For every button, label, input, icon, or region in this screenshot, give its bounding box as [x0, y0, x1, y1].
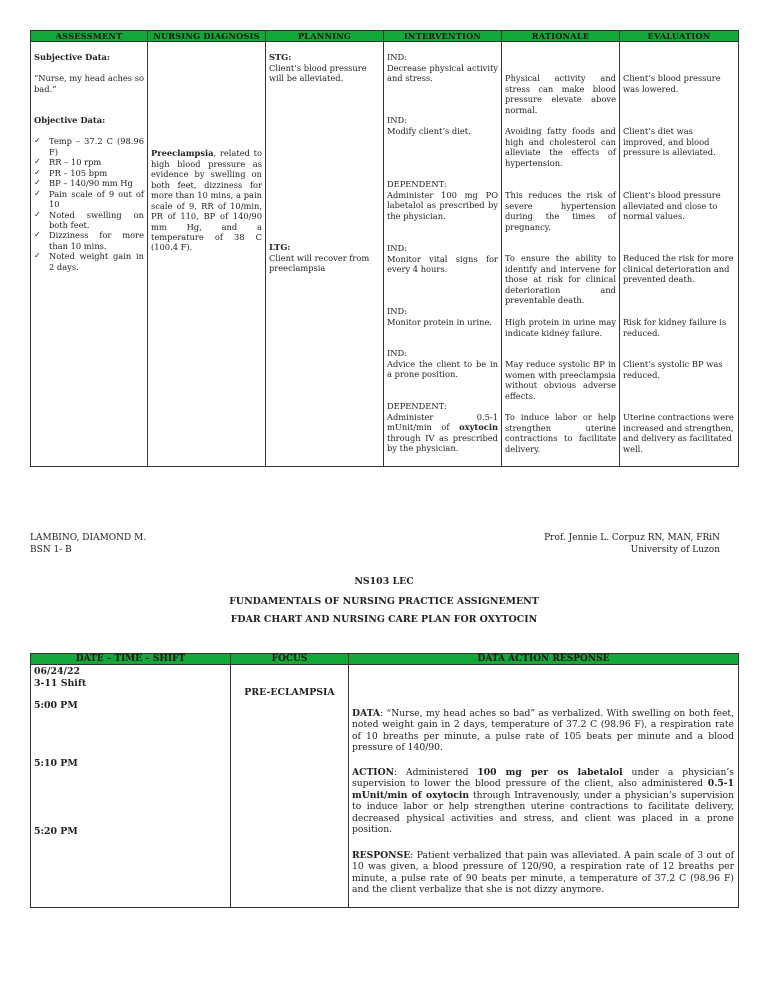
- entry-date: 06/24/22: [34, 666, 80, 677]
- header-data-action-response: DATA ACTION RESPONSE: [349, 654, 739, 665]
- objective-item: ✓ Dizziness for more than 10 mins.: [34, 230, 144, 251]
- care-plan-header-row: [31, 31, 739, 42]
- ltg-label: LTG:: [269, 242, 291, 253]
- header-date-time-shift: DATE – TIME – SHIFT: [31, 654, 231, 665]
- care-plan-row: [31, 42, 739, 467]
- instructor-name: Prof. Jennie L. Corpuz RN, MAN, FRiN: [544, 533, 720, 543]
- header-evaluation: EVALUATION: [620, 31, 739, 42]
- objective-item: ✓ Temp – 37.2 C (98.96 F): [34, 136, 144, 157]
- evaluation-item: Uterine contractions were increased and strengthen, and delivery as facilitated well.: [623, 412, 734, 454]
- evaluation-item: Client’s systolic BP was reduced.: [623, 359, 723, 380]
- response-entry: [352, 850, 734, 896]
- intervention-item: IND: Advice the client to be in a prone position.: [387, 348, 498, 380]
- header-nursing-diagnosis: NURSING DIAGNOSIS: [148, 31, 266, 42]
- response-text: : Patient verbalized that pain was alleviated. A pain scale of 3 out of 10 was given, a blood pressure of 120/90, a respiration rate of 12 breaths per minute, a pulse rate of 90 beats per minute, a temperature of 37.2 C (98.96 F) and the client verbalize that she is not dizzy anymore.: [352, 850, 734, 896]
- intervention-cell: [384, 42, 502, 467]
- chart-subject-title: FDAR CHART AND NURSING CARE PLAN FOR OXYTOCIN: [230, 614, 538, 625]
- rationale-item: May reduce systolic BP in women with preeclampsia without obvious adverse effects.: [505, 359, 616, 401]
- response-label: RESPONSE: [352, 850, 411, 861]
- ltg-text: Client will recover from preeclampsia: [269, 252, 370, 274]
- date-time-cell: [31, 665, 231, 908]
- evaluation-cell: [620, 42, 739, 467]
- header-assessment: ASSESSMENT: [31, 31, 148, 42]
- stg-goal: [269, 52, 380, 83]
- course-title: NS103 LEC: [354, 576, 414, 587]
- objective-item: ✓ RR – 10 rpm: [34, 157, 144, 167]
- assignment-title: FUNDAMENTALS OF NURSING PRACTICE ASSIGNEMENT: [229, 596, 539, 607]
- data-entry: [352, 708, 734, 754]
- focus-cell: [231, 665, 349, 908]
- rationale-item: Physical activity and stress can make blood pressure elevate above normal.: [505, 73, 616, 115]
- intervention-item: IND: Monitor vital signs for every 4 hours.: [387, 243, 498, 275]
- objective-item: ✓ PR – 105 bpm: [34, 168, 144, 178]
- focus-text: PRE-ECLAMPSIA: [244, 687, 335, 698]
- objective-item: ✓ Noted swelling on both feet.: [34, 210, 144, 231]
- stg-text: Client’s blood pressure will be alleviated.: [269, 62, 367, 84]
- assessment-cell: [31, 42, 148, 467]
- header-focus: FOCUS: [231, 654, 349, 665]
- entry-shift: 3-11 Shift: [34, 678, 87, 689]
- data-text: : “Nurse, my head aches so bad” as verbalized. With swelling on both feet, noted weight gain in 2 days, temperature of 37.2 C (98.96 F), a respiration rate of 10 breaths per minute, a pulse rate of 105 beats per minute and a blood pressure of 140/90.: [352, 708, 734, 754]
- rationale-item: High protein in urine may indicate kidney failure.: [505, 317, 616, 338]
- data-label: DATA: [352, 708, 381, 719]
- evaluation-item: Client’s blood pressure was lowered.: [623, 73, 721, 94]
- entry-time: 5:00 PM: [34, 700, 78, 711]
- entry-time: 5:20 PM: [34, 826, 78, 837]
- objective-item: ✓ Noted weight gain in 2 days.: [34, 251, 144, 272]
- subjective-title: Subjective Data:: [34, 52, 110, 63]
- fdar-header-row: [31, 654, 739, 665]
- evaluation-item: Risk for kidney failure is reduced.: [623, 317, 727, 338]
- diagnosis-cell: [148, 42, 266, 467]
- intervention-item: IND: Decrease physical activity and stress.: [387, 52, 498, 84]
- header-rationale: RATIONALE: [502, 31, 620, 42]
- header-intervention: INTERVENTION: [384, 31, 502, 42]
- student-section: BSN 1- B: [30, 545, 72, 555]
- nursing-diagnosis-text: [151, 148, 262, 253]
- intervention-item: DEPENDENT: Administer 100 mg PO labetalol as prescribed by the physician.: [387, 179, 498, 221]
- fdar-row: [31, 665, 739, 908]
- action-label: ACTION: [352, 767, 394, 778]
- rationale-item: To induce labor or help strengthen uterine contractions to facilitate delivery.: [505, 412, 616, 454]
- intervention-item: IND: Monitor protein in urine.: [387, 306, 493, 327]
- subjective-quote: “Nurse, my head aches so bad.”: [34, 73, 144, 94]
- action-entry: ACTION: Administered 100 mg per os labetalol under a physician’s supervision to lower the blood pressure of the client, also administered 0.5-1 mUnit/min of oxytocin through Intravenously, under a physician’s supervision to induce labor or help strengthen uterine contractions to facilitate delivery, decreased physical activities and stress, and client was placed in a prone position.: [352, 767, 735, 836]
- evaluation-item: Client’s blood pressure alleviated and close to normal values.: [623, 190, 721, 222]
- rationale-cell: [502, 42, 620, 467]
- rationale-item: This reduces the risk of severe hypertension during the times of pregnancy.: [505, 190, 616, 232]
- stg-label: STG:: [269, 52, 292, 63]
- oxytocin-dose: 0.5-1 mUnit/min of oxytocin: [352, 778, 734, 801]
- rationale-item: Avoiding fatty foods and high and cholesterol can alleviate the effects of hypertension.: [505, 126, 616, 168]
- objective-data-list: [34, 136, 144, 272]
- objective-item: ✓ Pain scale of 9 out of 10: [34, 189, 144, 210]
- evaluation-item: Reduced the risk for more clinical deterioration and prevented death.: [623, 253, 734, 285]
- student-name: LAMBINO, DIAMOND M.: [30, 533, 147, 543]
- rationale-item: To ensure the ability to identify and intervene for those at risk for clinical deterioration and preventable death.: [505, 253, 616, 306]
- instructor-school: University of Luzon: [630, 545, 720, 555]
- intervention-item: DEPENDENT: Administer 0.5-1 mUnit/min of oxytocin through IV as prescribed by the physician.: [387, 401, 498, 454]
- evaluation-item: Client’s diet was improved, and blood pressure is alleviated.: [623, 126, 716, 158]
- intervention-item: IND: Modify client’s diet.: [387, 115, 471, 136]
- header-planning: PLANNING: [266, 31, 384, 42]
- data-action-response-cell: [349, 665, 739, 908]
- objective-title: Objective Data:: [34, 115, 106, 126]
- objective-item: ✓ BP – 140/90 mm Hg: [34, 178, 144, 188]
- diagnosis-description: , related to high blood pressure as evidence by swelling on both feet, dizziness for more than 10 mins, a pain scale of 9, RR of 10/min, PR of 110, BP of 140/90 mm Hg, and a temperature of 38 C (100.4 F).: [151, 148, 262, 253]
- diagnosis-term: Preeclampsia: [151, 148, 214, 159]
- nursing-care-plan-table: [30, 30, 739, 467]
- fdar-chart-table: [30, 653, 739, 908]
- student-info: [30, 532, 146, 556]
- ltg-goal: [269, 242, 380, 273]
- entry-time: 5:10 PM: [34, 758, 78, 769]
- instructor-info: [544, 532, 720, 556]
- planning-cell: [266, 42, 384, 467]
- labetalol-dose: 100 mg per os labetalol: [477, 767, 623, 778]
